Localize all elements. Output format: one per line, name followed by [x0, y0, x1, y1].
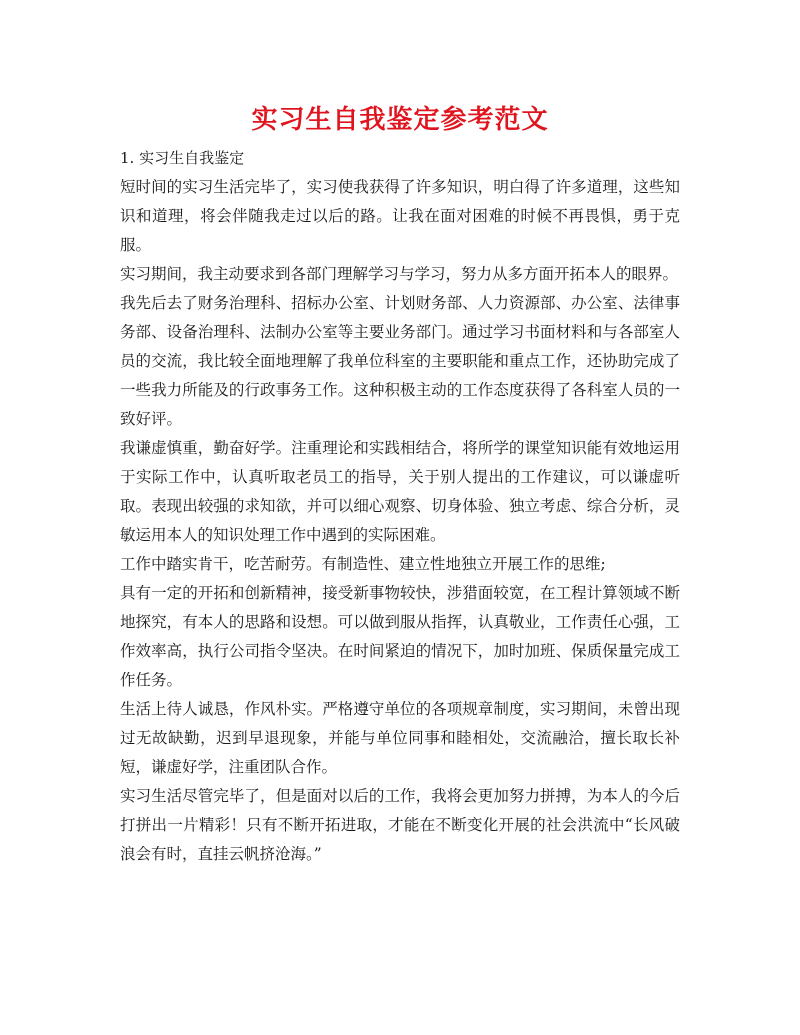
paragraph-6: 具有一定的开拓和创新精神，接受新事物较快，涉猎面较宽，在工程计算领域不断地探究，有本人的思路和设想。可以做到服从指挥，认真敬业，工作责任心强，工作效率高，执行公司指令坚决。在时间紧迫的情况下，加时加班、保质保量完成工作任务。 — [120, 584, 680, 689]
paragraph-1: 短时间的实习生活完毕了，实习使我获得了许多知识，明白得了许多道理，这些知识和道理，将会伴随我走过以后的路。让我在面对困难的时候不再畏惧，勇于克服。 — [120, 178, 680, 254]
section-heading: 1. 实习生自我鉴定 — [120, 149, 245, 167]
document-title: 实习生自我鉴定参考范文 — [251, 105, 549, 135]
paragraph-7: 生活上待人诚恳，作风朴实。严格遵守单位的各项规章制度，实习期间，未曾出现过无故缺勤，迟到早退现象，并能与单位同事和睦相处，交流融洽，擅长取长补短，谦虚好学，注重团队合作。 — [120, 700, 680, 776]
paragraph-2: 实习期间，我主动要求到各部门理解学习与学习，努力从多方面开拓本人的眼界。 — [120, 265, 679, 283]
document-page — [120, 100, 680, 869]
paragraph-8: 实习生活尽管完毕了，但是面对以后的工作，我将会更加努力拼搏，为本人的今后打拼出一片精彩！只有不断开拓进取，才能在不断变化开展的社会洪流中“长风破浪会有时，直挂云帆挤沧海。” — [120, 787, 680, 863]
paragraph-4: 我谦虚慎重，勤奋好学。注重理论和实践相结合，将所学的课堂知识能有效地运用于实际工作中，认真听取老员工的指导，关于别人提出的工作建议，可以谦虚听取。表现出较强的求知欲，并可以细心观察、切身体验、独立考虑、综合分析，灵敏运用本人的知识处理工作中遇到的实际困难。 — [120, 439, 680, 544]
paragraph-5: 工作中踏实肯干，吃苦耐劳。有制造性、建立性地独立开展工作的思维; — [120, 555, 606, 573]
paragraph-3: 我先后去了财务治理科、招标办公室、计划财务部、人力资源部、办公室、法律事务部、设备治理科、法制办公室等主要业务部门。通过学习书面材料和与各部室人员的交流，我比较全面地理解了我单位科室的主要职能和重点工作，还协助完成了一些我力所能及的行政事务工作。这种积极主动的工作态度获得了各科室人员的一致好评。 — [120, 294, 680, 428]
